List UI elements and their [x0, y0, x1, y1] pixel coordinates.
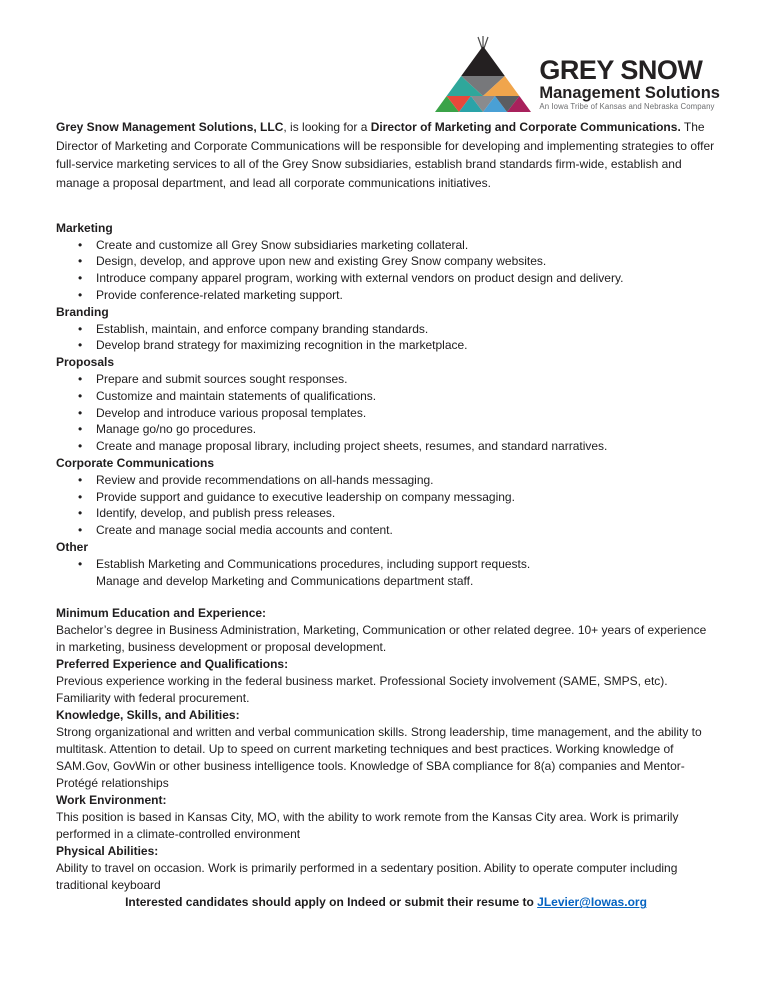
qual-heading-knowledge-skills: Knowledge, Skills, and Abilities:: [56, 708, 240, 723]
intro-rest: The Director of Marketing and Corporate Communications will be responsible for developing and implementing strategies to offer full-service marketing services to all of the Grey Snow subsidiaries, establish brand standards firm-wide, establish and manage a proposal department, and lead all corporate communications initiatives.: [56, 120, 715, 191]
duties-list: [56, 220, 716, 590]
logo-subtitle: Management Solutions: [539, 84, 720, 102]
section-branding: [56, 304, 716, 354]
logo-text-block: [539, 57, 720, 114]
section-preferred-experience: [56, 656, 716, 707]
section-heading-marketing: Marketing: [56, 220, 113, 235]
apply-text: Interested candidates should apply on Indeed or submit their resume to: [125, 895, 538, 910]
bullet-item: • Introduce company apparel program, working with external vendors on product design and delivery.: [56, 270, 716, 287]
section-proposals: [56, 354, 716, 455]
bullet-item: • Create and customize all Grey Snow subsidiaries marketing collateral.: [56, 237, 716, 254]
section-corporate-communications: [56, 455, 716, 539]
document-body: [56, 118, 716, 911]
bullet-item: • Establish Marketing and Communications procedures, including support requests.: [56, 556, 716, 573]
bullet-item: • Create and manage social media accounts and content.: [56, 522, 716, 539]
qualifications-list: [56, 605, 716, 911]
company-name: Grey Snow Management Solutions, LLC: [56, 120, 284, 134]
bullet-continuation: Manage and develop Marketing and Communications department staff.: [96, 573, 474, 588]
bullet-item: • Manage go/no go procedures.: [56, 421, 716, 438]
email-link[interactable]: JLevier@Iowas.org: [537, 895, 647, 910]
section-minimum-education: [56, 605, 716, 656]
logo-title: GREY SNOW: [539, 55, 703, 85]
qual-heading-work-environment: Work Environment:: [56, 793, 167, 808]
bullet-item: • Create and manage proposal library, including project sheets, resumes, and standard narratives.: [56, 438, 716, 455]
qual-body-preferred-experience: Previous experience working in the federal business market. Professional Society involvement (SAME, SMPS, etc). Familiarity with federal procurement.: [56, 674, 668, 706]
bullet-item: • Develop brand strategy for maximizing recognition in the marketplace.: [56, 337, 716, 354]
bullet-item: • Provide support and guidance to executive leadership on company messaging.: [56, 489, 716, 506]
intro-mid: , is looking for a: [283, 120, 371, 134]
bullet-item: • Prepare and submit sources sought responses.: [56, 371, 716, 388]
bullet-item: • Provide conference-related marketing support.: [56, 287, 716, 304]
qual-heading-minimum-education: Minimum Education and Experience:: [56, 606, 267, 621]
section-work-environment: [56, 792, 716, 843]
qual-heading-preferred-experience: Preferred Experience and Qualifications:: [56, 657, 289, 672]
qual-heading-physical-abilities: Physical Abilities:: [56, 844, 159, 859]
qual-body-physical-abilities: Ability to travel on occasion. Work is primarily performed in a sedentary position. Ability to operate computer including traditional keyboard: [56, 861, 678, 893]
bullet-item: • Design, develop, and approve upon new and existing Grey Snow company websites.: [56, 253, 716, 270]
apply-instructions: [56, 894, 716, 911]
section-heading-corporate-communications: Corporate Communications: [56, 455, 215, 470]
logo-tagline: An Iowa Tribe of Kansas and Nebraska Company: [539, 102, 715, 111]
section-heading-proposals: Proposals: [56, 355, 115, 370]
section-other: [56, 539, 716, 589]
qual-body-minimum-education: Bachelor’s degree in Business Administration, Marketing, Communication or other related degree. 10+ years of experience in marketing, business development or proposal development.: [56, 623, 707, 655]
section-heading-branding: Branding: [56, 304, 109, 319]
bullet-item: • Identify, develop, and publish press releases.: [56, 505, 716, 522]
section-knowledge-skills: [56, 707, 716, 792]
section-marketing: [56, 220, 716, 304]
qual-body-knowledge-skills: Strong organizational and written and verbal communication skills. Strong leadership, time management, and the ability to multitask. Attention to detail. Up to speed on current marketing techniques and best practices. Working knowledge of SAM.Gov, GovWin or other business intelligence tools. Knowledge of SBA compliance for 8(a) companies and Mentor-Protégé relationships: [56, 725, 702, 791]
bullet-item: • Customize and maintain statements of qualifications.: [56, 388, 716, 405]
bullet-item: • Review and provide recommendations on all-hands messaging.: [56, 472, 716, 489]
intro-paragraph: [56, 118, 716, 193]
qual-body-work-environment: This position is based in Kansas City, MO, with the ability to work remote from the Kansas City area. Work is primarily performed in a climate-controlled environment: [56, 810, 679, 842]
section-physical-abilities: [56, 843, 716, 894]
position-title: Director of Marketing and Corporate Communications.: [370, 120, 681, 134]
teepee-icon: [433, 34, 533, 114]
section-heading-other: Other: [56, 539, 89, 554]
bullet-item: • Establish, maintain, and enforce company branding standards.: [56, 321, 716, 338]
company-logo: [433, 34, 720, 114]
bullet-item: • Develop and introduce various proposal templates.: [56, 405, 716, 422]
